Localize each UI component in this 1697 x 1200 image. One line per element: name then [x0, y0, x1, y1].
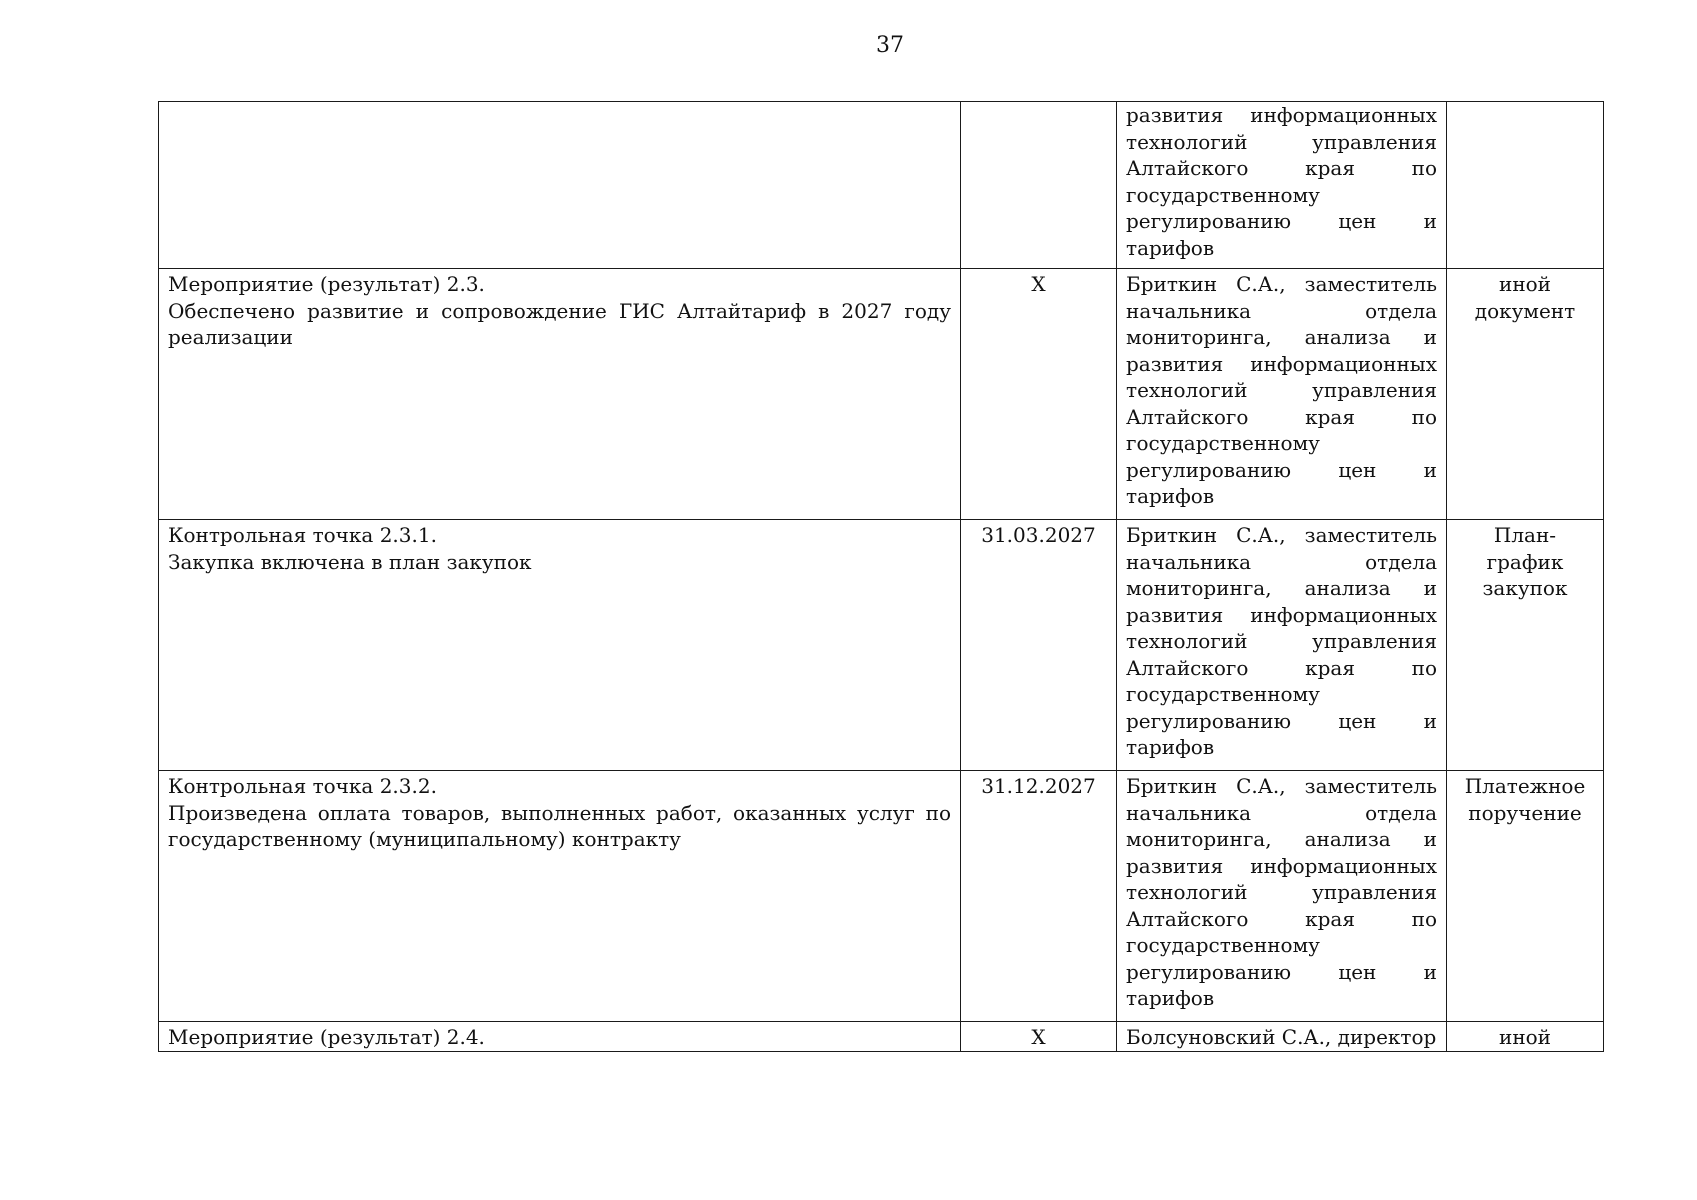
- responsible-cell: Болсуновский С.А., директор: [1117, 1022, 1447, 1052]
- date-cell: 31.03.2027: [961, 520, 1117, 771]
- table-row: [159, 520, 1604, 771]
- plan-table: [158, 101, 1604, 1052]
- responsible-cell: Бриткин С.А., заместитель начальника отдела мониторинга, анализа и развития информационных технологий управления Алтайского края по государственному регулированию цен и тарифов: [1117, 269, 1447, 520]
- table-row: [159, 1022, 1604, 1052]
- document-cell: иной документ: [1447, 269, 1604, 520]
- document-cell: [1447, 102, 1604, 269]
- date-cell: 31.12.2027: [961, 771, 1117, 1022]
- event-title: Контрольная точка 2.3.1.: [168, 523, 437, 547]
- responsible-cell: Бриткин С.А., заместитель начальника отдела мониторинга, анализа и развития информационных технологий управления Алтайского края по государственному регулированию цен и тарифов: [1117, 771, 1447, 1022]
- responsible-cell: развития информационных технологий управления Алтайского края по государственному регулированию цен и тарифов: [1117, 102, 1447, 269]
- event-cell: [159, 102, 961, 269]
- event-description: Закупка включена в план закупок: [168, 549, 532, 574]
- date-cell: X: [961, 1022, 1117, 1052]
- event-cell: [159, 1022, 961, 1052]
- event-title: Мероприятие (результат) 2.3.: [168, 272, 485, 296]
- event-cell: [159, 771, 961, 1022]
- event-title: Мероприятие (результат) 2.4.: [168, 1025, 485, 1049]
- date-cell: [961, 102, 1117, 269]
- document-cell: Платежное поручение: [1447, 771, 1604, 1022]
- document-cell: План-график закупок: [1447, 520, 1604, 771]
- event-description: Обеспечено развитие и сопровождение ГИС Алтайтариф в 2027 году реализации: [168, 298, 951, 349]
- table-row: [159, 102, 1604, 269]
- table-row: [159, 269, 1604, 520]
- event-title: Контрольная точка 2.3.2.: [168, 774, 437, 798]
- table-row: [159, 771, 1604, 1022]
- date-cell: X: [961, 269, 1117, 520]
- document-cell: иной: [1447, 1022, 1604, 1052]
- responsible-cell: Бриткин С.А., заместитель начальника отдела мониторинга, анализа и развития информационных технологий управления Алтайского края по государственному регулированию цен и тарифов: [1117, 520, 1447, 771]
- page-number: 37: [876, 33, 904, 58]
- event-description: Произведена оплата товаров, выполненных работ, оказанных услуг по государственному (муниципальному) контракту: [168, 800, 951, 851]
- event-cell: [159, 520, 961, 771]
- event-cell: [159, 269, 961, 520]
